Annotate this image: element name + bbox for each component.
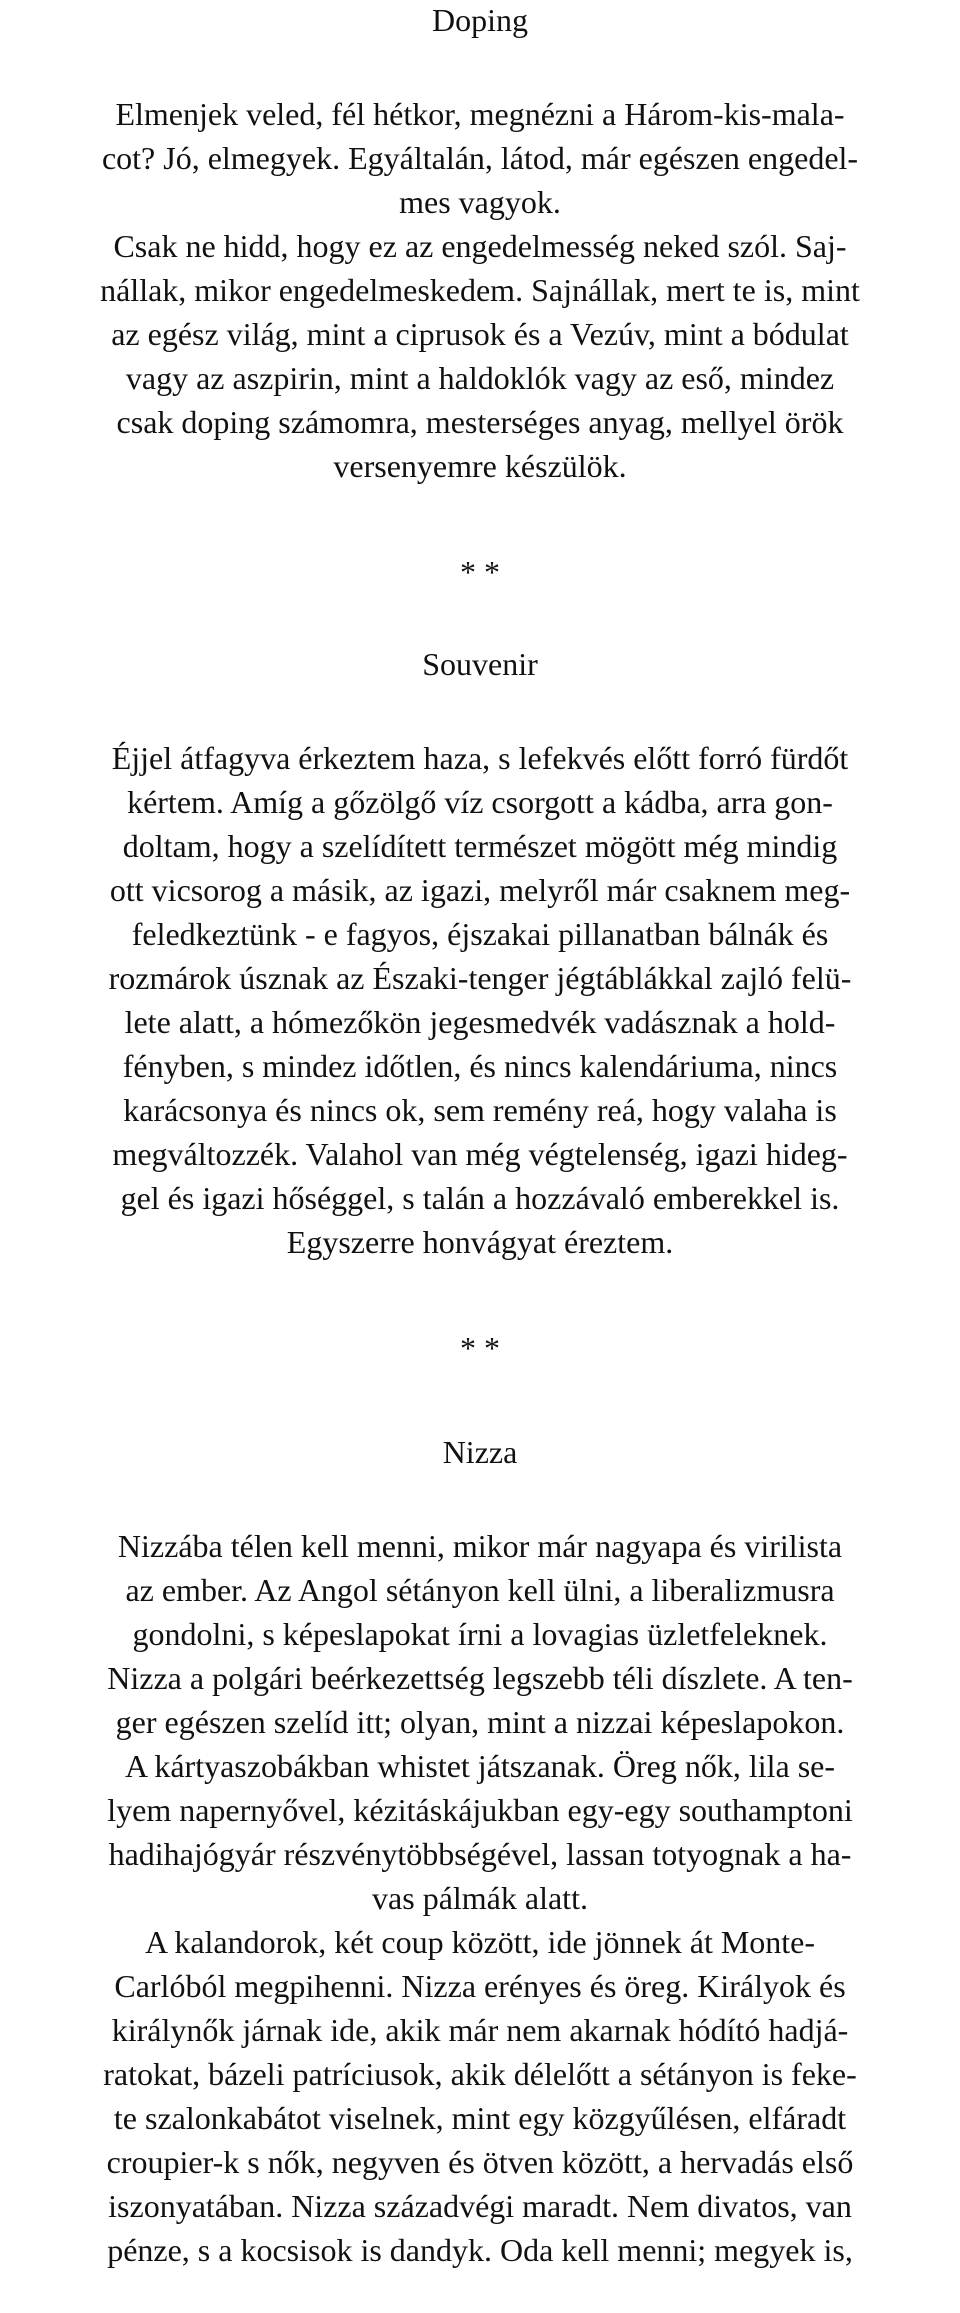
section-separator: * * (460, 554, 500, 590)
text-line: királynők járnak ide, akik már nem akarnak hódító hadjá- (111, 2012, 849, 2048)
text-line: croupier-k s nők, negyven és ötven között, a hervadás első (106, 2144, 854, 2180)
text-line: Egyszerre honvágyat éreztem. (286, 1224, 674, 1260)
text-line: doltam, hogy a szelídített természet mögött még mindig (122, 828, 838, 864)
text-line: pénze, s a kocsisok is dandyk. Oda kell menni; megyek is, (107, 2232, 853, 2268)
paragraph-souvenir (16, 736, 944, 1264)
text-line: Carlóból megpihenni. Nizza erényes és öreg. Királyok és (114, 1968, 846, 2004)
text-line: Éjjel átfagyva érkeztem haza, s lefekvés előtt forró fürdőt (111, 740, 849, 776)
text-line: A kártyaszobákban whistet játszanak. Öreg nők, lila se- (125, 1748, 835, 1784)
text-line: fényben, s mindez időtlen, és nincs kalendáriuma, nincs (122, 1048, 838, 1084)
text-line: csak doping számomra, mesterséges anyag, mellyel örök (116, 404, 844, 440)
text-line: megváltozzék. Valahol van még végtelenség, igazi hideg- (112, 1136, 848, 1172)
text-line: ott vicsorog a másik, az igazi, melyről már csaknem meg- (109, 872, 851, 908)
text-line: nállak, mikor engedelmeskedem. Sajnállak, mert te is, mint (100, 272, 860, 308)
text-line: te szalonkabátot viselnek, mint egy közgyűlésen, elfáradt (113, 2100, 847, 2136)
text-line: A kalandorok, két coup között, ide jönnek át Monte- (144, 1924, 816, 1960)
text-line: iszonyatában. Nizza századvégi maradt. Nem divatos, van (108, 2188, 852, 2224)
text-line: karácsonya és nincs ok, sem remény reá, hogy valaha is (123, 1092, 837, 1128)
paragraph-nizza (16, 1524, 944, 2272)
section-separator: * * (460, 1330, 500, 1366)
section-title-souvenir: Souvenir (422, 646, 538, 682)
text-line: vagy az aszpirin, mint a haldoklók vagy az eső, mindez (125, 360, 835, 396)
text-line: lyem napernyővel, kézitáskájukban egy-egy southamptoni (107, 1792, 853, 1828)
text-line: ger egészen szelíd itt; olyan, mint a nizzai képeslapokon. (115, 1704, 845, 1740)
text-line: vas pálmák alatt. (372, 1880, 588, 1916)
text-line: kértem. Amíg a gőzölgő víz csorgott a kádba, arra gon- (127, 784, 833, 820)
text-line: gondolni, s képeslapokat írni a lovagias üzletfeleknek. (132, 1616, 828, 1652)
text-line: hadihajógyár részvénytöbbségével, lassan totyognak a ha- (108, 1836, 852, 1872)
text-line: gel és igazi hőséggel, s talán a hozzávaló emberekkel is. (120, 1180, 840, 1216)
text-line: Elmenjek veled, fél hétkor, megnézni a Három-kis-mala- (115, 96, 845, 132)
text-line: cot? Jó, elmegyek. Egyáltalán, látod, már egészen engedel- (101, 140, 859, 176)
text-line: Csak ne hidd, hogy ez az engedelmesség neked szól. Saj- (113, 228, 847, 264)
text-line: ratokat, bázeli patríciusok, akik délelőtt a sétányon is feke- (103, 2056, 857, 2092)
section-title-doping: Doping (432, 2, 528, 38)
text-line: rozmárok úsznak az Északi-tenger jégtáblákkal zajló felü- (108, 960, 852, 996)
paragraph-doping (16, 92, 944, 488)
text-line: az egész világ, mint a ciprusok és a Vezúv, mint a bódulat (111, 316, 849, 352)
text-line: lete alatt, a hómezőkön jegesmedvék vadásznak a hold- (124, 1004, 836, 1040)
text-line: az ember. Az Angol sétányon kell ülni, a liberalizmusra (125, 1572, 835, 1608)
text-line: Nizzába télen kell menni, mikor már nagyapa és virilista (117, 1528, 843, 1564)
text-line: Nizza a polgári beérkezettség legszebb téli díszlete. A ten- (107, 1660, 853, 1696)
text-line: mes vagyok. (399, 184, 561, 220)
text-line: versenyemre készülök. (333, 448, 627, 484)
text-line: feledkeztünk - e fagyos, éjszakai pillanatban bálnák és (131, 916, 829, 952)
section-title-nizza: Nizza (442, 1434, 518, 1470)
